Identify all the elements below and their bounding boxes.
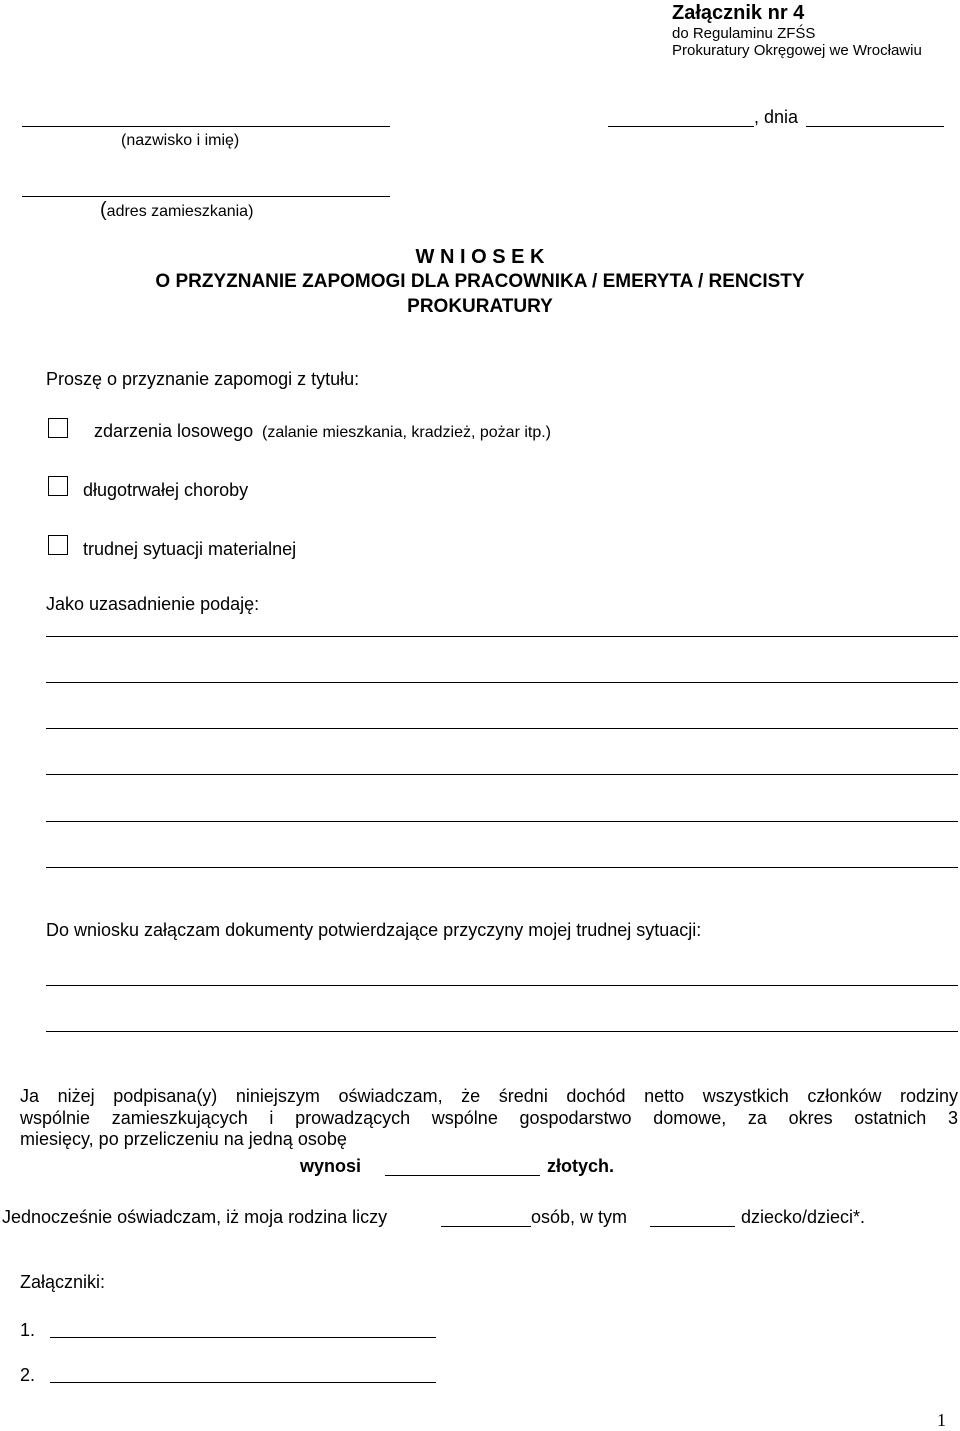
justification-line[interactable] bbox=[46, 728, 958, 729]
amount-suffix: złotych. bbox=[547, 1156, 615, 1176]
date-field-line[interactable] bbox=[806, 126, 944, 127]
attachments-label: Załączniki: bbox=[20, 1272, 106, 1292]
option-long-illness-label: długotrwałej choroby bbox=[83, 480, 249, 500]
declaration-line1: Ja niżej podpisana(y) niniejszym oświadczam, że średni dochód netto wszystkich członków rodziny bbox=[20, 1086, 958, 1106]
option-random-event-checkbox[interactable] bbox=[48, 418, 68, 438]
justification-line[interactable] bbox=[46, 867, 958, 868]
justification-line[interactable] bbox=[46, 821, 958, 822]
address-caption: (adres zamieszkania) bbox=[100, 199, 254, 221]
option-hardship-label: trudnej sytuacji materialnej bbox=[83, 539, 297, 559]
option-long-illness-checkbox[interactable] bbox=[48, 476, 68, 496]
form-title: W N I O S E K bbox=[415, 246, 545, 268]
justification-line[interactable] bbox=[46, 774, 958, 775]
declaration-line3: miesięcy, po przeliczeniu na jedną osobę bbox=[20, 1129, 347, 1149]
justification-line[interactable] bbox=[46, 636, 958, 637]
attachment-title: Załącznik nr 4 bbox=[672, 2, 805, 24]
family-size-line[interactable] bbox=[441, 1226, 531, 1227]
attachment-item-number: 1. bbox=[20, 1320, 36, 1340]
form-subtitle: O PRZYZNANIE ZAPOMOGI DLA PRACOWNIKA / EMERYTA / RENCISTY bbox=[155, 271, 805, 292]
request-intro: Proszę o przyznanie zapomogi z tytułu: bbox=[46, 369, 360, 389]
regulation-reference: do Regulaminu ZFŚS bbox=[672, 25, 816, 42]
attachment-line[interactable] bbox=[50, 1337, 436, 1338]
family-prefix: Jednocześnie oświadczam, iż moja rodzina liczy bbox=[2, 1207, 388, 1227]
form-subtitle-line2: PROKURATURY bbox=[407, 296, 553, 317]
documents-line[interactable] bbox=[46, 1031, 958, 1032]
documents-line[interactable] bbox=[46, 985, 958, 986]
office-name: Prokuratury Okręgowej we Wrocławiu bbox=[672, 42, 922, 59]
address-field-line[interactable] bbox=[22, 196, 390, 197]
family-suffix: dziecko/dzieci*. bbox=[741, 1207, 866, 1227]
attachment-item-number: 2. bbox=[20, 1365, 36, 1385]
documents-label: Do wniosku załączam dokumenty potwierdzające przyczyny mojej trudnej sytuacji: bbox=[46, 920, 702, 940]
attachment-line[interactable] bbox=[50, 1382, 436, 1383]
amount-prefix: wynosi bbox=[300, 1156, 362, 1176]
justification-label: Jako uzasadnienie podaję: bbox=[46, 594, 260, 614]
page-number: 1 bbox=[937, 1410, 946, 1430]
amount-field-line[interactable] bbox=[385, 1175, 540, 1176]
date-label: , dnia bbox=[754, 107, 799, 127]
option-hardship-checkbox[interactable] bbox=[48, 535, 68, 555]
name-caption: (nazwisko i imię) bbox=[121, 132, 240, 149]
option-random-event-label: zdarzenia losowego (zalanie mieszkania, kradzież, pożar itp.) bbox=[94, 421, 552, 441]
name-field-line[interactable] bbox=[22, 126, 390, 127]
justification-line[interactable] bbox=[46, 682, 958, 683]
children-count-line[interactable] bbox=[650, 1226, 735, 1227]
family-middle: osób, w tym bbox=[531, 1207, 628, 1227]
declaration-line2: wspólnie zamieszkujących i prowadzących wspólne gospodarstwo domowe, za okres ostatnich 3 bbox=[20, 1108, 958, 1128]
place-field-line[interactable] bbox=[608, 126, 754, 127]
